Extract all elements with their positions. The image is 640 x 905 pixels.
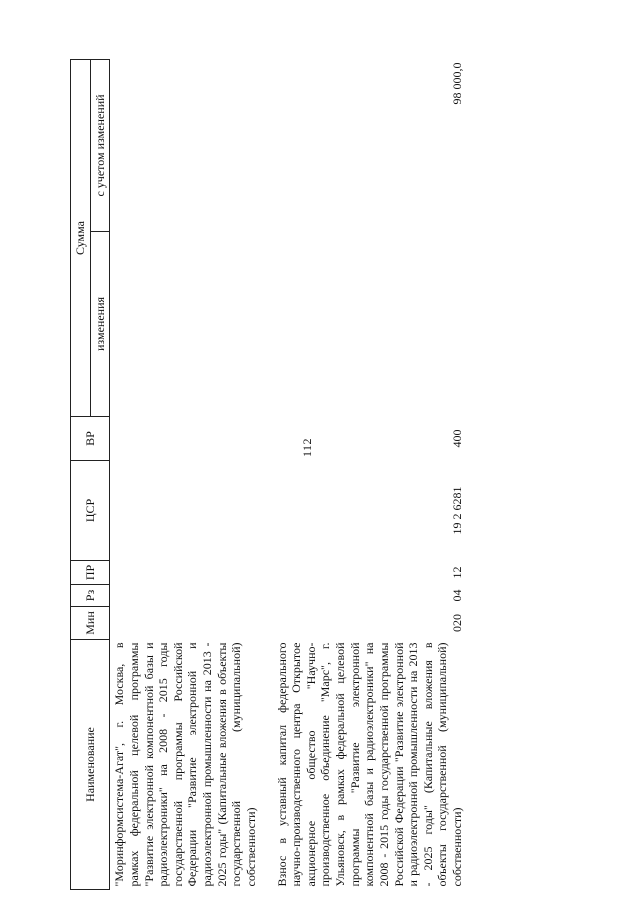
table-row: [110, 59, 261, 889]
table-row: [273, 59, 467, 889]
row-name: "Моринформсистема-Агат", г. Москва, в рамках федеральной целевой программы "Развитие электронной компонентной базы и радиоэлектроники" на 2008 - 2015 годы государственной программы Российской Федерации "Развитие электронной и радиоэлектронной промышленности на 2013 - 2025 годы" (Капитальные вложения в объекты государственной (муниципальной) собственности): [112, 642, 258, 887]
row-rz: 04: [450, 589, 464, 602]
header-sum: Сумма: [71, 59, 91, 416]
row-pr: [110, 561, 261, 585]
row-csr: [110, 461, 261, 561]
header-change: изменения: [90, 232, 110, 417]
row-min: 020: [450, 614, 464, 632]
budget-table: [70, 59, 467, 890]
header-row-1: [71, 59, 91, 889]
header-vr: ВР: [71, 417, 110, 461]
header-csr: ЦСР: [71, 461, 110, 561]
row-with-change: 98 000,0: [450, 62, 464, 105]
header-rz: Рз: [71, 585, 110, 607]
row-vr: 400: [450, 429, 464, 448]
row-pr: 12: [450, 566, 464, 579]
header-name: Наименование: [71, 640, 110, 890]
header-with-change: с учетом изменений: [90, 59, 110, 231]
row-change: [273, 232, 467, 417]
row-csr: 19 2 6281: [450, 486, 464, 535]
rotated-table-frame: [70, 60, 540, 890]
page-number: 112: [300, 437, 315, 458]
row-min: [110, 607, 261, 640]
row-vr: [110, 417, 261, 461]
row-rz: [110, 585, 261, 607]
row-with-change: [110, 59, 261, 231]
row-change: [110, 232, 261, 417]
row-name: Взнос в уставный капитал федерального научно-производственного центра Открытое акционерное общество "Научно-производственное объединение "Марс", г. Ульяновск, в рамках федеральной целевой программы "Развитие электронной компонентной базы и радиоэлектроники" на 2008 - 2015 годы государственной программы Российской Федерации "Развитие электронной и радиоэлектронной промышленности на 2013 - 2025 годы" (Капитальные вложения в объекты государственной (муниципальной) собственности): [274, 642, 464, 887]
header-pr: ПР: [71, 561, 110, 585]
header-min: Мин: [71, 607, 110, 640]
row-spacer: [261, 59, 273, 889]
